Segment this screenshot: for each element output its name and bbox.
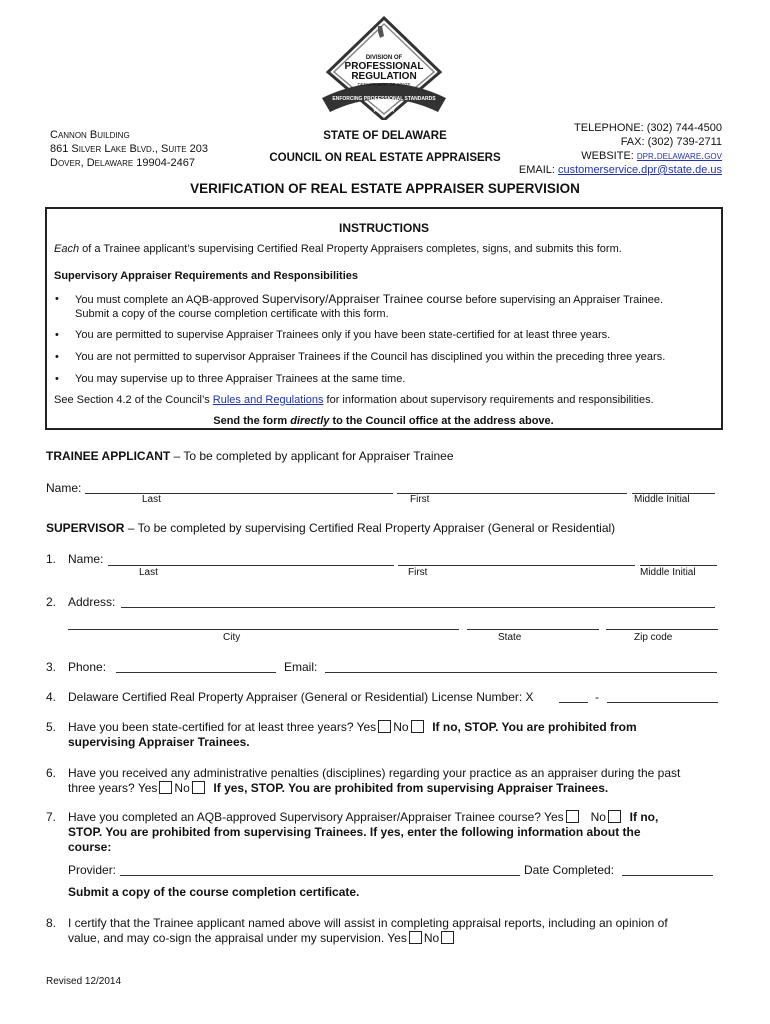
trainee-name-label: Name: bbox=[46, 481, 82, 495]
website-label: WEBSITE: bbox=[581, 150, 637, 162]
q5-yes-checkbox[interactable] bbox=[378, 720, 391, 733]
see-part-a: See Section 4.2 of the Council’s bbox=[54, 394, 213, 406]
bullet-dot-icon: • bbox=[55, 373, 59, 385]
zip-caption: Zip code bbox=[634, 632, 673, 643]
q6-line-1: Have you received any administrative penalties (disciplines) regarding your practice as an appraiser during the past bbox=[68, 766, 681, 780]
q6-no-label: No bbox=[174, 781, 190, 795]
supervisor-last-caption: Last bbox=[139, 567, 158, 578]
rules-link[interactable]: Rules and Regulations bbox=[212, 394, 324, 406]
send-italic: directly bbox=[290, 415, 330, 427]
fax: FAX: (302) 739-2711 bbox=[620, 136, 722, 148]
intro-italic: Each bbox=[54, 243, 80, 255]
q7-yes-checkbox[interactable] bbox=[566, 810, 579, 823]
q6-line-2: three years? Yes bbox=[68, 781, 158, 795]
q8-no-label: No bbox=[423, 931, 440, 945]
q7-no-label: No bbox=[590, 810, 606, 824]
supervisor-heading bbox=[46, 521, 615, 535]
license-dash: - bbox=[595, 690, 599, 704]
logo-ribbon: ENFORCING PROFESSIONAL STANDARDS bbox=[332, 96, 436, 102]
logo-stars: ★ ★ ★ bbox=[372, 106, 396, 114]
q5-no-label: No bbox=[393, 720, 409, 734]
instructions-intro bbox=[54, 242, 713, 256]
instructions-box bbox=[45, 207, 723, 430]
q6-no-checkbox[interactable] bbox=[192, 781, 205, 794]
bullet-item-4 bbox=[55, 372, 711, 386]
submit-copy-note: Submit a copy of the course completion certificate. bbox=[68, 885, 360, 899]
q2-number: 2. bbox=[46, 595, 57, 609]
trainee-heading-bold: TRAINEE APPLICANT bbox=[46, 449, 171, 463]
revision-note: Revised 12/2014 bbox=[46, 976, 122, 987]
trainee-middle-caption: Middle Initial bbox=[634, 494, 690, 505]
trainee-first-caption: First bbox=[410, 494, 430, 505]
send-part-b: to the Council office at the address above. bbox=[329, 415, 554, 427]
q7-no-checkbox[interactable] bbox=[608, 810, 621, 823]
supervisor-middle-caption: Middle Initial bbox=[640, 567, 696, 578]
requirements-subheading: Supervisory Appraiser Requirements and Responsibilities bbox=[54, 270, 359, 282]
city-caption: City bbox=[223, 632, 241, 643]
supervisor-middle-initial-field[interactable] bbox=[640, 565, 717, 566]
q3-number: 3. bbox=[46, 660, 57, 674]
address-state-field[interactable] bbox=[467, 629, 599, 630]
bullet-dot-icon: • bbox=[55, 293, 59, 305]
address-zip-field[interactable] bbox=[606, 629, 718, 630]
email-link[interactable]: customerservice.dpr@state.de.us bbox=[557, 164, 722, 176]
q5-text: Have you been state-certified for at least three years? Yes bbox=[68, 720, 377, 734]
address-line-2: 861 Silver Lake Blvd., Suite 203 bbox=[50, 143, 208, 155]
address-line-3: Dover, Delaware 19904-2467 bbox=[50, 157, 195, 169]
bullet2-text: You are permitted to supervise Appraiser Trainees only if you have been state-certified for at least three years. bbox=[75, 329, 611, 341]
logo-professional: PROFESSIONAL bbox=[344, 61, 424, 72]
bullet1-part-a: You must complete an AQB-approved bbox=[75, 294, 262, 306]
supervisor-heading-bold: SUPERVISOR bbox=[46, 521, 125, 535]
bullet1-line2: Submit a copy of the course completion certificate with this form. bbox=[75, 308, 389, 320]
q7-question bbox=[68, 810, 728, 855]
q6-question bbox=[68, 766, 728, 796]
bullet4-text: You may supervise up to three Appraiser Trainees at the same time. bbox=[75, 373, 406, 385]
bullet1-course-name: Supervisory/Appraiser Trainee course bbox=[261, 292, 463, 306]
bullet-item-2 bbox=[55, 328, 711, 342]
telephone: TELEPHONE: (302) 744-4500 bbox=[574, 122, 722, 134]
q8-line-2: value, and may co-sign the appraisal under my supervision. Yes bbox=[68, 931, 407, 945]
q7-stop-text-3: course: bbox=[68, 840, 112, 854]
phone-field[interactable] bbox=[116, 672, 276, 673]
q5-number: 5. bbox=[46, 720, 57, 734]
address-street-field[interactable] bbox=[121, 607, 715, 608]
state-heading: STATE OF DELAWARE bbox=[323, 130, 447, 142]
see-part-b: for information about supervisory requirements and responsibilities. bbox=[323, 394, 654, 406]
email-field-label: Email: bbox=[284, 660, 318, 674]
q1-name-label: Name: bbox=[68, 552, 104, 566]
bullet-item-1 bbox=[55, 292, 711, 321]
trainee-heading-rest: – To be completed by applicant for Appraiser Trainee bbox=[170, 449, 454, 463]
q2-address-label: Address: bbox=[68, 595, 116, 609]
instructions-heading: INSTRUCTIONS bbox=[339, 221, 429, 235]
logo-division: DIVISION OF bbox=[365, 55, 403, 61]
send-part-a: Send the form bbox=[213, 415, 291, 427]
q4-number: 4. bbox=[46, 690, 57, 704]
q8-yes-checkbox[interactable] bbox=[409, 931, 422, 944]
provider-label: Provider: bbox=[68, 863, 117, 877]
rules-reference bbox=[54, 393, 713, 407]
q5-no-checkbox[interactable] bbox=[411, 720, 424, 733]
email-label: EMAIL: bbox=[518, 164, 558, 176]
office-address bbox=[50, 128, 208, 170]
state-caption: State bbox=[498, 632, 522, 643]
license-prefix-field[interactable] bbox=[559, 702, 588, 703]
q7-stop-text-1: If no, bbox=[629, 810, 659, 824]
supervisor-first-name-field[interactable] bbox=[398, 565, 635, 566]
trainee-first-name-field[interactable] bbox=[397, 493, 627, 494]
email-field[interactable] bbox=[325, 672, 717, 673]
website-row bbox=[519, 149, 722, 163]
email-row bbox=[519, 163, 722, 177]
intro-rest: of a Trainee applicant’s supervising Certified Real Property Appraisers completes, signs, and submits this form. bbox=[79, 243, 622, 255]
q1-number: 1. bbox=[46, 552, 57, 566]
provider-field[interactable] bbox=[120, 875, 520, 876]
supervisor-first-caption: First bbox=[408, 567, 428, 578]
bullet3-text: You are not permitted to supervisor Appraiser Trainees if the Council has disciplined you within the preceding three years. bbox=[75, 351, 666, 363]
q7-line-1: Have you completed an AQB-approved Supervisory Appraiser/Appraiser Trainee course? Yes bbox=[68, 810, 564, 824]
send-directive bbox=[54, 414, 713, 428]
council-heading: COUNCIL ON REAL ESTATE APPRAISERS bbox=[269, 152, 501, 164]
q6-number: 6. bbox=[46, 766, 57, 780]
date-completed-field[interactable] bbox=[622, 875, 713, 876]
bullet-item-3 bbox=[55, 350, 711, 364]
contact-info bbox=[519, 121, 722, 177]
logo-regulation: REGULATION bbox=[351, 71, 417, 82]
q4-license-label: Delaware Certified Real Property Appraiser (General or Residential) License Number: X bbox=[68, 690, 534, 704]
q5-question bbox=[68, 720, 728, 750]
form-title: VERIFICATION OF REAL ESTATE APPRAISER SUPERVISION bbox=[190, 181, 580, 196]
date-completed-label: Date Completed: bbox=[524, 863, 615, 877]
q8-no-checkbox[interactable] bbox=[441, 931, 454, 944]
supervisor-last-name-field[interactable] bbox=[108, 565, 394, 566]
bullet-dot-icon: • bbox=[55, 329, 59, 341]
q5-stop-text-2: supervising Appraiser Trainees. bbox=[68, 735, 250, 749]
trainee-heading bbox=[46, 449, 454, 463]
supervisor-heading-rest: – To be completed by supervising Certified Real Property Appraiser (General or Residential) bbox=[124, 521, 616, 535]
q7-stop-text-2: STOP. You are prohibited from supervising Trainees. If yes, enter the following information about the bbox=[68, 825, 641, 839]
q5-stop-text: If no, STOP. You are prohibited from bbox=[432, 720, 637, 734]
q6-yes-checkbox[interactable] bbox=[159, 781, 172, 794]
license-number-field[interactable] bbox=[607, 702, 718, 703]
trainee-last-name-field[interactable] bbox=[85, 493, 393, 494]
trainee-last-caption: Last bbox=[142, 494, 161, 505]
dpr-logo bbox=[318, 16, 450, 120]
q8-number: 8. bbox=[46, 916, 57, 930]
address-line-1: Cannon Building bbox=[50, 129, 130, 141]
q6-stop-text: If yes, STOP. You are prohibited from supervising Appraiser Trainees. bbox=[213, 781, 609, 795]
bullet-dot-icon: • bbox=[55, 351, 59, 363]
q8-question bbox=[68, 916, 728, 946]
q3-phone-label: Phone: bbox=[68, 660, 107, 674]
q7-number: 7. bbox=[46, 810, 57, 824]
bullet1-part-c: before supervising an Appraiser Trainee. bbox=[462, 294, 664, 306]
website-link[interactable]: dpr.delaware.gov bbox=[636, 150, 722, 162]
q8-line-1: I certify that the Trainee applicant named above will assist in completing appraisal reports, including an opinion of bbox=[68, 916, 668, 930]
address-city-field[interactable] bbox=[68, 629, 459, 630]
logo-department: DEPARTMENT OF STATE bbox=[357, 82, 411, 87]
